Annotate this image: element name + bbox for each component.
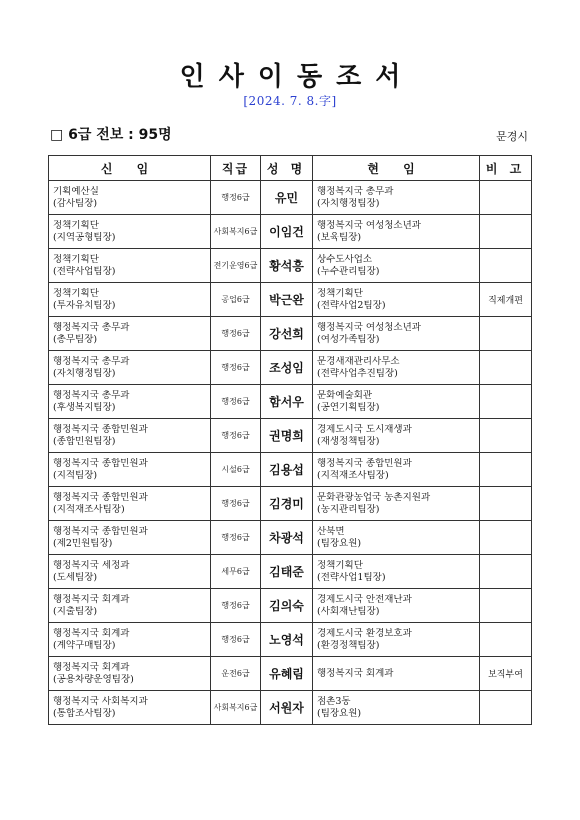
new-position-team: (통합조사팀장) <box>53 707 116 719</box>
grade-cell: 사회복지6급 <box>211 691 261 725</box>
current-position-team: (누수관리팀장) <box>317 265 380 277</box>
note-cell <box>480 249 532 283</box>
grade-cell: 행정6급 <box>211 181 261 215</box>
current-position-team: (농지관리팀장) <box>317 503 380 515</box>
new-position-dept: 기획예산실 <box>53 185 99 197</box>
note-cell <box>480 351 532 385</box>
grade-cell: 행정6급 <box>211 623 261 657</box>
header-note: 비 고 <box>480 156 532 181</box>
table-row <box>49 419 532 453</box>
name-cell: 차광석 <box>261 521 313 555</box>
current-position-team: (팀장요원) <box>317 707 362 719</box>
name-cell: 유민 <box>261 181 313 215</box>
name-cell: 조성임 <box>261 351 313 385</box>
note-cell <box>480 521 532 555</box>
name-cell: 노영석 <box>261 623 313 657</box>
header-name: 성 명 <box>261 156 313 181</box>
table-row <box>49 657 532 691</box>
new-position-dept: 행정복지국 회계과 <box>53 593 130 605</box>
note-cell <box>480 317 532 351</box>
current-position-cell <box>313 181 480 215</box>
new-position-team: (지출팀장) <box>53 605 98 617</box>
name-cell: 권명희 <box>261 419 313 453</box>
current-position-cell <box>313 283 480 317</box>
current-position-dept: 문화관광농업국 농촌지원과 <box>317 491 431 503</box>
table-row <box>49 317 532 351</box>
current-position-dept: 점촌3동 <box>317 695 351 707</box>
current-position-team: (팀장요원) <box>317 537 362 549</box>
new-position-dept: 행정복지국 종합민원과 <box>53 525 148 537</box>
name-cell: 박근완 <box>261 283 313 317</box>
note-cell <box>480 555 532 589</box>
new-position-cell <box>49 419 211 453</box>
header-grade: 직급 <box>211 156 261 181</box>
new-position-cell <box>49 453 211 487</box>
new-position-cell <box>49 385 211 419</box>
new-position-team: (총무팀장) <box>53 333 98 345</box>
current-position-team: (공연기획팀장) <box>317 401 380 413</box>
grade-cell: 행정6급 <box>211 487 261 521</box>
new-position-team: (지역공형팀장) <box>53 231 116 243</box>
table-row <box>49 521 532 555</box>
new-position-cell <box>49 657 211 691</box>
current-position-team: (환경정책팀장) <box>317 639 380 651</box>
note-cell <box>480 385 532 419</box>
note-cell <box>480 589 532 623</box>
name-cell: 김용섭 <box>261 453 313 487</box>
table-row <box>49 351 532 385</box>
current-position-dept: 정책기획단 <box>317 559 363 571</box>
note-cell <box>480 419 532 453</box>
new-position-cell <box>49 623 211 657</box>
grade-cell: 행정6급 <box>211 419 261 453</box>
current-position-cell <box>313 487 480 521</box>
note-cell <box>480 453 532 487</box>
table-row <box>49 283 532 317</box>
new-position-team: (공용차량운영팀장) <box>53 673 134 685</box>
table-row <box>49 181 532 215</box>
current-position-dept: 행정복지국 총무과 <box>317 185 394 197</box>
grade-cell: 행정6급 <box>211 317 261 351</box>
current-position-team: (전략사업1팀장) <box>317 571 386 583</box>
note-cell: 직제개편 <box>480 283 532 317</box>
table-row <box>49 555 532 589</box>
table-row <box>49 215 532 249</box>
current-position-team: (재생정책팀장) <box>317 435 380 447</box>
new-position-dept: 행정복지국 총무과 <box>53 355 130 367</box>
grade-cell: 전기운영6급 <box>211 249 261 283</box>
new-position-dept: 행정복지국 총무과 <box>53 321 130 333</box>
new-position-team: (계약구매팀장) <box>53 639 116 651</box>
current-position-cell <box>313 453 480 487</box>
current-position-cell <box>313 385 480 419</box>
new-position-team: (지적팀장) <box>53 469 98 481</box>
table-row <box>49 691 532 725</box>
new-position-cell <box>49 691 211 725</box>
document-title: 인사이동조서 <box>179 62 415 92</box>
current-position-dept: 경제도시국 도시재생과 <box>317 423 412 435</box>
new-position-cell <box>49 521 211 555</box>
note-cell: 보직부여 <box>480 657 532 691</box>
new-position-dept: 정책기획단 <box>53 287 99 299</box>
current-position-cell <box>313 215 480 249</box>
note-cell <box>480 487 532 521</box>
new-position-cell <box>49 589 211 623</box>
table-row <box>49 453 532 487</box>
current-position-dept: 경제도시국 안전재난과 <box>317 593 412 605</box>
grade-cell: 시설6급 <box>211 453 261 487</box>
current-position-cell <box>313 317 480 351</box>
new-position-team: (자치행정팀장) <box>53 367 116 379</box>
current-position-dept: 상수도사업소 <box>317 253 373 265</box>
table-row <box>49 249 532 283</box>
grade-cell: 행정6급 <box>211 589 261 623</box>
new-position-dept: 정책기획단 <box>53 219 99 231</box>
table-row <box>49 623 532 657</box>
current-position-cell <box>313 555 480 589</box>
note-cell <box>480 215 532 249</box>
new-position-dept: 행정복지국 총무과 <box>53 389 130 401</box>
grade-cell: 사회복지6급 <box>211 215 261 249</box>
current-position-dept: 행정복지국 여성청소년과 <box>317 219 421 231</box>
current-position-cell <box>313 691 480 725</box>
table-row <box>49 589 532 623</box>
current-position-dept: 행정복지국 종합민원과 <box>317 457 412 469</box>
current-position-dept: 정책기획단 <box>317 287 363 299</box>
name-cell: 유혜림 <box>261 657 313 691</box>
new-position-cell <box>49 181 211 215</box>
grade-cell: 운전6급 <box>211 657 261 691</box>
current-position-dept: 행정복지국 여성청소년과 <box>317 321 421 333</box>
new-position-dept: 행정복지국 종합민원과 <box>53 491 148 503</box>
name-cell: 강선희 <box>261 317 313 351</box>
current-position-dept: 행정복지국 회계과 <box>317 667 394 679</box>
new-position-team: (감사팀장) <box>53 197 98 209</box>
new-position-team: (투자유치팀장) <box>53 299 116 311</box>
header-current-position: 현 임 <box>313 156 480 181</box>
current-position-cell <box>313 623 480 657</box>
note-cell <box>480 691 532 725</box>
grade-cell: 행정6급 <box>211 351 261 385</box>
new-position-cell <box>49 555 211 589</box>
current-position-cell <box>313 419 480 453</box>
new-position-dept: 정책기획단 <box>53 253 99 265</box>
new-position-team: (도세팀장) <box>53 571 98 583</box>
new-position-cell <box>49 249 211 283</box>
current-position-team: (지적재조사팀장) <box>317 469 389 481</box>
grade-cell: 세무6급 <box>211 555 261 589</box>
current-position-team: (사회재난팀장) <box>317 605 380 617</box>
personnel-table <box>48 155 532 725</box>
current-position-dept: 산북면 <box>317 525 345 537</box>
table-row <box>49 385 532 419</box>
new-position-cell <box>49 317 211 351</box>
current-position-dept: 문경새재관리사무소 <box>317 355 400 367</box>
new-position-dept: 행정복지국 종합민원과 <box>53 457 148 469</box>
grade-cell: 행정6급 <box>211 385 261 419</box>
new-position-team: (제2민원팀장) <box>53 537 113 549</box>
name-cell: 김태준 <box>261 555 313 589</box>
new-position-team: (종합민원팀장) <box>53 435 116 447</box>
table-row <box>49 487 532 521</box>
name-cell: 이임건 <box>261 215 313 249</box>
header-new-position: 신 임 <box>49 156 211 181</box>
grade-cell: 공업6급 <box>211 283 261 317</box>
new-position-cell <box>49 215 211 249</box>
current-position-team: (전략사업추진팀장) <box>317 367 398 379</box>
current-position-team: (전략사업2팀장) <box>317 299 386 311</box>
current-position-cell <box>313 657 480 691</box>
new-position-cell <box>49 351 211 385</box>
new-position-cell <box>49 487 211 521</box>
document-date: [2024. 7. 8.字] <box>243 94 337 108</box>
current-position-team: (자치행정팀장) <box>317 197 380 209</box>
new-position-dept: 행정복지국 종합민원과 <box>53 423 148 435</box>
new-position-team: (지적재조사팀장) <box>53 503 125 515</box>
new-position-cell <box>49 283 211 317</box>
new-position-dept: 행정복지국 회계과 <box>53 627 130 639</box>
note-cell <box>480 181 532 215</box>
name-cell: 김경미 <box>261 487 313 521</box>
new-position-dept: 행정복지국 회계과 <box>53 661 130 673</box>
name-cell: 김의숙 <box>261 589 313 623</box>
note-cell <box>480 623 532 657</box>
current-position-dept: 문화예술회관 <box>317 389 373 401</box>
current-position-team: (보육팀장) <box>317 231 362 243</box>
new-position-dept: 행정복지국 사회복지과 <box>53 695 148 707</box>
current-position-cell <box>313 249 480 283</box>
table-header-row <box>49 156 532 181</box>
current-position-dept: 경제도시국 환경보호과 <box>317 627 412 639</box>
current-position-cell <box>313 521 480 555</box>
name-cell: 서원자 <box>261 691 313 725</box>
name-cell: 황석흥 <box>261 249 313 283</box>
current-position-cell <box>313 351 480 385</box>
grade-cell: 행정6급 <box>211 521 261 555</box>
current-position-cell <box>313 589 480 623</box>
current-position-team: (여성가족팀장) <box>317 333 380 345</box>
section-heading: □ 6급 전보 : 95명 <box>50 127 172 143</box>
new-position-dept: 행정복지국 세정과 <box>53 559 130 571</box>
new-position-team: (후생복지팀장) <box>53 401 116 413</box>
new-position-team: (전략사업팀장) <box>53 265 116 277</box>
organization-name: 문경시 <box>496 130 528 143</box>
name-cell: 함서우 <box>261 385 313 419</box>
